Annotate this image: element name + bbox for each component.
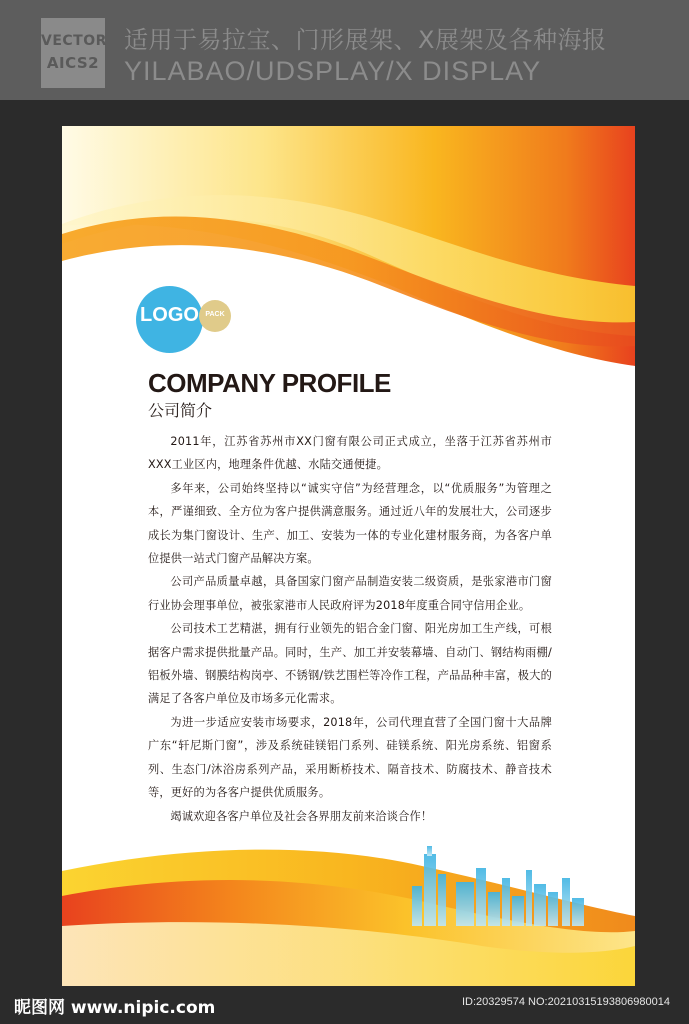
vector-badge [41, 18, 105, 88]
paragraph: 竭诚欢迎各客户单位及社会各界朋友前来洽谈合作！ [170, 809, 433, 823]
profile-title-en: COMPANY PROFILE [148, 368, 391, 398]
watermark-id: ID:20329574 NO:20210315193806980014 [462, 996, 670, 1008]
paragraph: 公司产品质量卓越，具备国家门窗产品制造安装二级资质，是张家港市门窗行业协会理事单位，被张家港市人民政府评为2018年度重合同守信用企业。 [148, 575, 552, 612]
badge-line2: AICS2 [46, 54, 100, 72]
paragraph: 公司技术工艺精湛，拥有行业领先的铝合金门窗、阳光房加工生产线，可根据客户需求提供批量产品。同时，生产、加工并安装幕墙、自动门、钢结构雨棚/铝板外墙、钢膜结构岗亭、不锈钢/铁艺围栏等冷作工程，产品品种丰富，极大的满足了各客户单位及市场多元化需求。 [148, 622, 552, 706]
top-banner [0, 0, 689, 100]
badge-line1: VECTOR [41, 33, 107, 49]
paragraph: 多年来，公司始终坚持以“诚实守信”为经营理念，以“优质服务”为管理之本，严谨细致、全方位为客户提供满意服务。通过近八年的发展壮大，公司逐步成长为集门窗设计、生产、加工、安装为一体的专业化建材服务商，为各客户单位提供一站式门窗产品解决方案。 [148, 481, 552, 566]
paragraph: 为进一步适应安装市场要求，2018年，公司代理直营了全国门窗十大品牌广东“轩尼斯门窗”，涉及系统硅镁铝门系列、硅镁系统、阳光房系统、铝窗系列、生态门/沐浴房系列产品，采用断桥技术、隔音技术、防腐技术、静音技术等，更好的为各客户提供优质服务。 [148, 715, 552, 800]
watermark-site: 昵图网 www.nipic.com [14, 998, 216, 1018]
pack-text: PACK [205, 311, 225, 318]
banner-title-cn: 适用于易拉宝、门形展架、X展架及各种海报 [124, 26, 607, 54]
profile-title-cn: 公司简介 [148, 401, 213, 420]
profile-body [148, 430, 552, 828]
logo-text: LOGO [140, 304, 199, 326]
paragraph: 2011年，江苏省苏州市XX门窗有限公司正式成立，坐落于江苏省苏州市XXX工业区内，地理条件优越、水陆交通便捷。 [148, 435, 552, 472]
banner-title-en: YILABAO/UDSPLAY/X DISPLAY [124, 56, 542, 86]
poster [62, 126, 635, 986]
